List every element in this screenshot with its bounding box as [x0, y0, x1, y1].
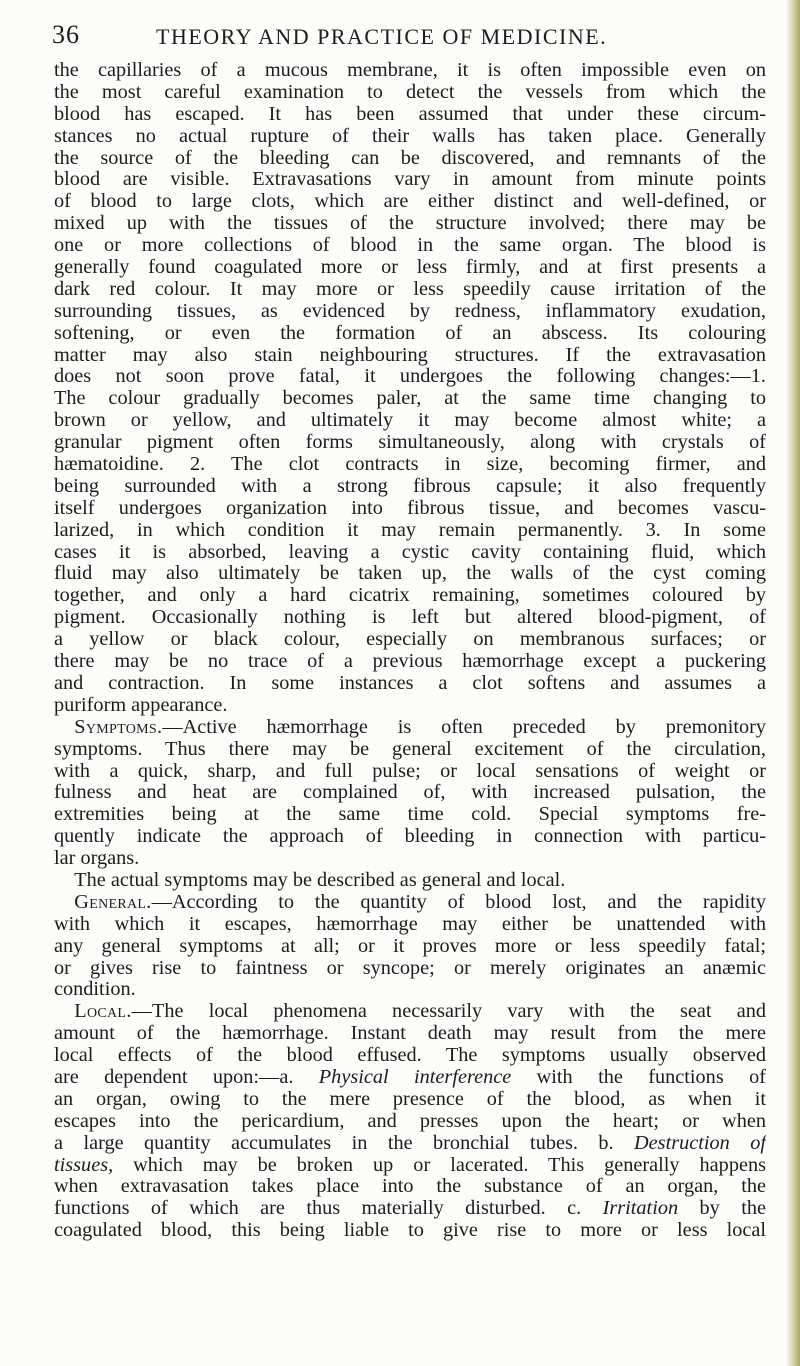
text-line: dark red colour. It may more or less speedily cause irritation of the [54, 278, 766, 300]
text-line: fluid may also ultimately be taken up, the walls of the cyst coming [54, 563, 766, 585]
text-line: larized, in which condition it may remain permanently. 3. In some [54, 519, 766, 541]
text-line: are dependent upon:—a. Physical interference with the functions of [54, 1066, 766, 1088]
text-line: one or more collections of blood in the same organ. The blood is [54, 235, 766, 257]
text-line: puriform appearance. [54, 694, 228, 716]
text-line: condition. [54, 979, 136, 1001]
running-title: THEORY AND PRACTICE OF MEDICINE. [156, 24, 608, 49]
text-line: there may be no trace of a previous hæmorrhage except a puckering [54, 651, 766, 673]
text-line: when extravasation takes place into the substance of an organ, the [54, 1176, 766, 1198]
text-line: extremities being at the same time cold. Special symptoms fre- [54, 804, 766, 826]
text-line: softening, or even the formation of an abscess. Its colouring [54, 322, 766, 344]
symptoms-heading: Symptoms. [74, 716, 163, 738]
text-line: or gives rise to faintness or syncope; or merely originates an anæmic [54, 957, 766, 979]
text-line: cases it is absorbed, leaving a cystic cavity containing fluid, which [54, 541, 766, 563]
text-line: together, and only a hard cicatrix remaining, sometimes coloured by [54, 585, 766, 607]
text-line: stances no actual rupture of their walls has taken place. Generally [54, 125, 766, 147]
text-line: and contraction. In some instances a clot softens and assumes a [54, 672, 766, 694]
text-line: quently indicate the approach of bleeding in connection with particu- [54, 826, 766, 848]
local-line: Local.—The local phenomena necessarily vary with the seat and [74, 1001, 766, 1023]
text-line: hæmatoidine. 2. The clot contracts in size, becoming firmer, and [54, 454, 766, 476]
body-text [54, 60, 766, 1242]
symptoms-line: Symptoms.—Active hæmorrhage is often preceded by premonitory [74, 716, 766, 738]
text-line: any general symptoms at all; or it proves more or less speedily fatal; [54, 935, 766, 957]
text-line: being surrounded with a strong fibrous capsule; it also frequently [54, 475, 766, 497]
text-line: with a quick, sharp, and full pulse; or local sensations of weight or [54, 760, 766, 782]
text-line: with which it escapes, hæmorrhage may either be unattended with [54, 913, 766, 935]
general-heading: General. [74, 891, 152, 913]
text-line: brown or yellow, and ultimately it may become almost white; a [54, 410, 766, 432]
text-line: blood has escaped. It has been assumed that under these circum- [54, 103, 766, 125]
general-line: General.—According to the quantity of blood lost, and the rapidity [74, 891, 766, 913]
page-number: 36 [52, 20, 80, 49]
text-line: matter may also stain neighbouring structures. If the extravasation [54, 344, 766, 366]
text-line: The colour gradually becomes paler, at the same time changing to [54, 388, 766, 410]
text-line: surrounding tissues, as evidenced by redness, inflammatory exudation, [54, 300, 766, 322]
text-line: itself undergoes organization into fibrous tissue, and becomes vascu- [54, 497, 766, 519]
text-line: blood are visible. Extravasations vary in amount from minute points [54, 169, 766, 191]
text-line: mixed up with the tissues of the structure involved; there may be [54, 213, 766, 235]
text-line: granular pigment often forms simultaneously, along with crystals of [54, 432, 766, 454]
text-line: the capillaries of a mucous membrane, it is often impossible even on [54, 60, 766, 81]
page-edge-shadow [786, 0, 800, 1366]
text-line: local effects of the blood effused. The symptoms usually observed [54, 1045, 766, 1067]
text-line: tissues, which may be broken up or lacerated. This generally happens [54, 1154, 766, 1176]
text-line: lar organs. [54, 848, 140, 870]
text-line: does not soon prove fatal, it undergoes the following changes:—1. [54, 366, 766, 388]
local-heading: Local. [74, 1001, 132, 1023]
text-line: amount of the hæmorrhage. Instant death may result from the mere [54, 1023, 766, 1045]
text-line: functions of which are thus materially disturbed. c. Irritation by the [54, 1198, 766, 1220]
text-line: pigment. Occasionally nothing is left but altered blood-pigment, of [54, 607, 766, 629]
text-line: symptoms. Thus there may be general excitement of the circulation, [54, 738, 766, 760]
text-line: The actual symptoms may be described as general and local. [74, 869, 566, 891]
text-line: an organ, owing to the mere presence of the blood, as when it [54, 1088, 766, 1110]
text-line: a yellow or black colour, especially on membranous surfaces; or [54, 629, 766, 651]
page-header [52, 20, 752, 56]
text-line: of blood to large clots, which are either distinct and well-defined, or [54, 191, 766, 213]
text-line: the most careful examination to detect the vessels from which the [54, 81, 766, 103]
text-line: a large quantity accumulates in the bronchial tubes. b. Destruction of [54, 1132, 766, 1154]
text-line: escapes into the pericardium, and presses upon the heart; or when [54, 1110, 766, 1132]
text-line: fulness and heat are complained of, with increased pulsation, the [54, 782, 766, 804]
text-line: the source of the bleeding can be discovered, and remnants of the [54, 147, 766, 169]
text-line: coagulated blood, this being liable to give rise to more or less local [54, 1220, 766, 1242]
text-line: generally found coagulated more or less firmly, and at first presents a [54, 257, 766, 279]
